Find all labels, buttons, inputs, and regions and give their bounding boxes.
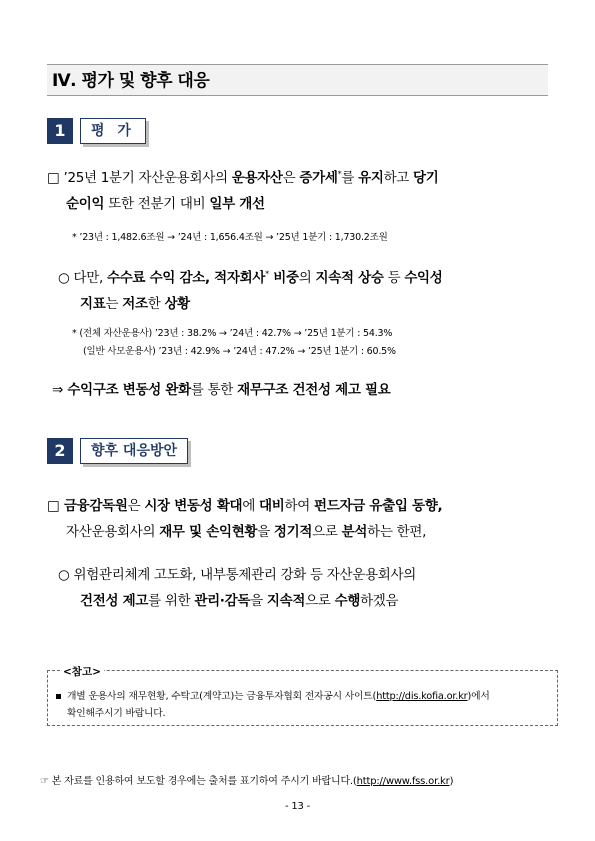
page-number: - 13 - xyxy=(284,801,311,812)
section-2-title: 향후 대응방안 xyxy=(80,438,188,464)
section-2-number: 2 xyxy=(47,438,73,464)
s2-paragraph-2-line-2: 건전성 제고를 위한 관리·감독을 지속적으로 수행하겠음 xyxy=(80,593,399,609)
square-bullet: □ xyxy=(47,170,60,186)
s1-paragraph-1-line-2: 순이익 또한 전분기 대비 일부 개선 xyxy=(66,196,265,212)
reference-label: <참고> xyxy=(60,664,104,679)
square-bullet: □ xyxy=(47,498,60,514)
circle-bullet: ○ xyxy=(58,567,70,583)
pointing-hand-icon: ☞ xyxy=(40,776,49,787)
s1-note-1: * ’23년 : 1,482.6조원 → ’24년 : 1,656.4조원 → ’25년 1분기 : 1,730.2조원 xyxy=(72,232,388,243)
footer-note: ☞ 본 자료를 인용하여 보도할 경우에는 출처를 표기하여 주시기 바랍니다.(http://www.fss.or.kr) xyxy=(40,776,454,787)
s1-paragraph-2-line-1: ○ 다만, 수수료 수익 감소, 적자회사* 비중의 지속적 상승 등 수익성 xyxy=(58,269,443,286)
reference-line-1: 개별 운용사의 재무현황, 수탁고(계약고)는 금융투자협회 전자공시 사이트(http://dis.kofia.or.kr)에서 xyxy=(56,688,490,702)
s2-paragraph-2-line-1: ○ 위험관리체계 고도화, 내부통제관리 강화 등 자산운용회사의 xyxy=(58,567,416,583)
s1-note-2a: * (전체 자산운용사) ’23년 : 38.2% → ’24년 : 42.7% → ’25년 1분기 : 54.3% xyxy=(72,328,393,339)
s1-paragraph-1-line-1: □ ’25년 1분기 자산운용회사의 운용자산은 증가세*를 유지하고 당기 xyxy=(47,169,439,186)
fss-link[interactable]: http://www.fss.or.kr xyxy=(356,776,450,787)
reference-line-2: 확인해주시기 바랍니다. xyxy=(67,708,166,719)
chapter-title: Ⅳ. 평가 및 향후 대응 xyxy=(52,71,210,91)
section-1-title: 평 가 xyxy=(80,118,146,144)
double-arrow-icon: ⇒ xyxy=(52,382,64,398)
s2-paragraph-1-line-2: 자산운용회사의 재무 및 손익현황을 정기적으로 분석하는 한편, xyxy=(66,524,427,540)
circle-bullet: ○ xyxy=(58,270,70,286)
s1-paragraph-2-line-2: 지표는 저조한 상황 xyxy=(80,296,190,312)
square-bullet-icon xyxy=(56,694,61,699)
s1-note-2b: (일반 사모운용사) ’23년 : 42.9% → ’24년 : 47.2% → ’25년 1분기 : 60.5% xyxy=(83,346,396,357)
s2-paragraph-1-line-1: □ 금융감독원은 시장 변동성 확대에 대비하여 펀드자금 유출입 동향, xyxy=(47,498,443,514)
kofia-link[interactable]: http://dis.kofia.or.kr xyxy=(376,691,468,702)
s1-conclusion: ⇒ 수익구조 변동성 완화를 통한 재무구조 건전성 제고 필요 xyxy=(52,382,391,398)
section-1-number: 1 xyxy=(47,118,73,144)
